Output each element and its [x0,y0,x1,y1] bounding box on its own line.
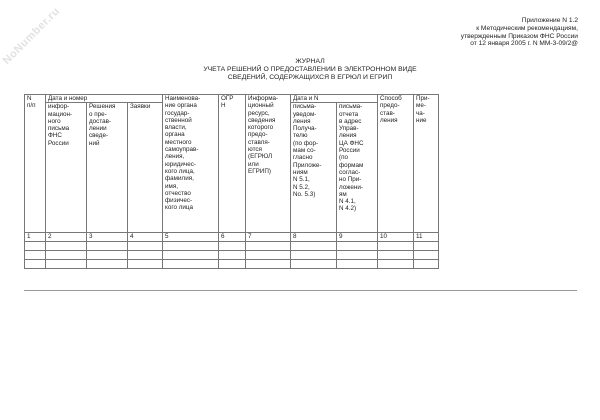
empty-cell [219,250,246,259]
header-name: Наименова- ние органа государ- ственной власти, органа местного самоуправ- ления, юридичес- кого лица, фамилия, имя, отчество физичес- кого лица [163,95,219,233]
column-number: 3 [87,233,128,241]
column-number: 7 [246,233,291,241]
header-request: Заявки [128,103,163,233]
empty-cell [46,250,87,259]
empty-cell [25,259,46,268]
column-number: 2 [46,233,87,241]
header-number: N п/п [25,95,46,233]
empty-cell [87,250,128,259]
column-number: 10 [378,233,414,241]
empty-cell [414,241,439,250]
title-line: ЖУРНАЛ [295,58,325,65]
column-numbers-row [25,233,439,241]
appendix-line: Приложение N 1.2 [521,17,578,24]
title-line: СВЕДЕНИЙ, СОДЕРЖАЩИХСЯ В ЕГРЮЛ И ЕГРИП [227,74,393,81]
empty-cell [219,259,246,268]
column-number: 9 [337,233,378,241]
empty-cell [291,241,337,250]
empty-cell [378,250,414,259]
header-resource: Информа- ционный ресурс, сведения которого предо- ставля- ются (ЕГРЮЛ или ЕГРИП) [246,95,291,233]
empty-cell [337,241,378,250]
header-note: При- ме- ча- ние [414,95,439,233]
watermark: NoNumber.ru [0,5,63,67]
header-ogrn: ОГР Н [219,95,246,233]
empty-cell [291,250,337,259]
header-date-number: Дата и номер [46,95,163,103]
empty-cell [414,259,439,268]
column-number: 11 [414,233,439,241]
empty-cell [246,241,291,250]
title-line: УЧЕТА РЕШЕНИЙ О ПРЕДОСТАВЛЕНИИ В ЭЛЕКТРОННОМ ВИДЕ [203,66,417,73]
empty-cell [246,250,291,259]
header-method: Способ предо- став- ления [378,95,414,233]
empty-cell [46,241,87,250]
column-number: 1 [25,233,46,241]
column-number: 4 [128,233,163,241]
empty-cell [378,259,414,268]
empty-row [25,250,439,259]
empty-cell [219,241,246,250]
empty-row [25,241,439,250]
header-notice-letter: письма- уведом- ления Получа- телю (по фор- мам со- гласно Приложе- ниям N 5.1, N 5.2, No. 5.3) [291,103,337,233]
empty-cell [291,259,337,268]
appendix-line: к Методическим рекомендациям, [476,24,578,32]
appendix-line: утвержденным Приказом ФНС России [460,32,578,40]
empty-cell [25,241,46,250]
empty-row [25,259,439,268]
column-number: 5 [163,233,219,241]
header-decision: Решения о пре- достав- лении сведе- ний [87,103,128,233]
empty-cell [414,250,439,259]
empty-cell [46,259,87,268]
appendix-note [461,17,578,48]
header-report-letter: письма- отчета в адрес Управ- ления ЦА ФНС России (по формам соглас- но При- ложени- ям N 4.1, N 4.2) [337,103,378,233]
empty-cell [128,241,163,250]
header-date-n: Дата и N [291,95,378,103]
document-title [120,58,500,82]
column-number: 8 [291,233,337,241]
empty-cell [163,259,219,268]
header-info-letter: инфор- мацион- ного письма ФНС России [46,103,87,233]
empty-cell [337,259,378,268]
empty-cell [378,241,414,250]
empty-cell [25,250,46,259]
empty-cell [128,259,163,268]
empty-cell [87,241,128,250]
empty-cell [128,250,163,259]
empty-cell [246,259,291,268]
empty-cell [337,250,378,259]
empty-cell [163,241,219,250]
appendix-line: от 12 января 2005 г. N ММ-3-09/2@ [470,40,578,48]
empty-cell [87,259,128,268]
journal-table [24,94,439,269]
horizontal-rule [24,290,577,291]
column-number: 6 [219,233,246,241]
empty-cell [163,250,219,259]
